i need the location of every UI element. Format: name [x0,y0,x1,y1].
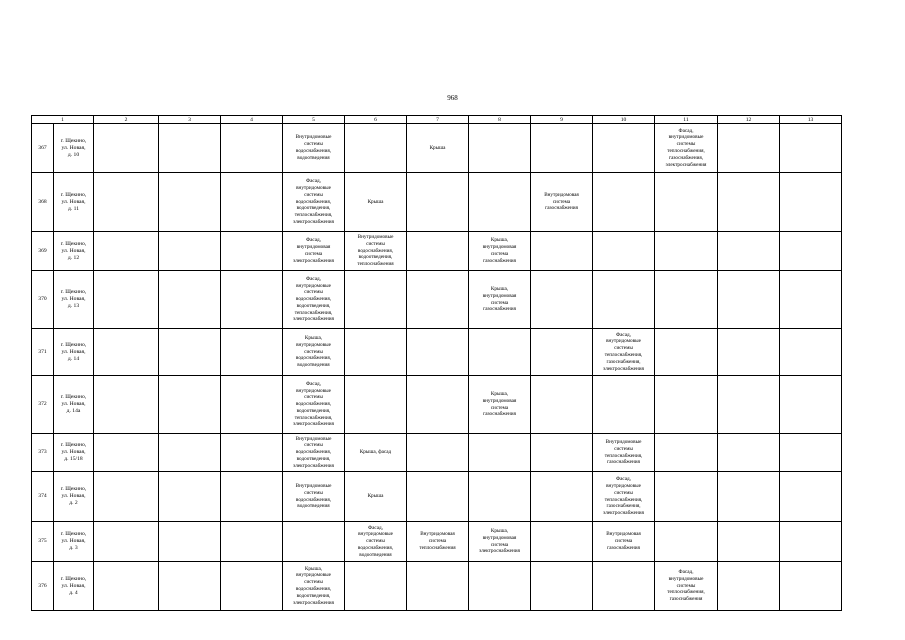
work-cell-col-4 [221,562,283,611]
work-description: Крыша [429,144,446,151]
address-text: г. Щекино, ул. Новая, д. 11 [60,191,87,212]
column-header-13: 13 [780,116,842,124]
table-row [32,173,842,232]
work-cell-col-8 [469,124,531,173]
work-cell-col-4 [221,232,283,271]
address-text: г. Щекино, ул. Новая, д. 2 [60,486,87,506]
work-cell-col-2 [94,562,159,611]
work-cell-col-9 [531,562,593,611]
address-text: г. Щекино, ул. Новая, д. 13 [60,289,87,309]
column-header-11: 11 [655,116,718,124]
address-text: г. Щекино, ул. Новая, д. 12 [60,240,87,261]
work-description: Крыша [367,493,384,500]
work-cell-col-7 [407,434,469,472]
address-cell [54,232,94,271]
row-number: 371 [32,329,54,376]
work-cell-col-7 [407,562,469,611]
work-cell-col-13 [780,271,842,329]
work-description: Внутридомовая система теплоснабжения [419,531,456,551]
work-description: Фасад, внутридомовые системы теплоснабжения, газоснабжения, электроснабжения [603,476,644,517]
row-number: 368 [32,173,54,232]
work-cell-col-3 [159,329,221,376]
work-cell-col-2 [94,124,159,173]
work-cell-col-5 [283,562,345,611]
work-cell-col-6 [345,173,407,232]
work-cell-col-9 [531,434,593,472]
address-text: г. Щекино, ул. Новая, д. 3 [60,531,87,551]
row-number: 369 [32,232,54,271]
work-cell-col-5 [283,124,345,173]
work-cell-col-9 [531,232,593,271]
column-header-10: 10 [593,116,655,124]
table-row [32,376,842,434]
row-number: 372 [32,376,54,434]
work-cell-col-12 [718,124,780,173]
row-number: 373 [32,434,54,472]
work-cell-col-2 [94,434,159,472]
row-number: 375 [32,522,54,562]
work-cell-col-3 [159,522,221,562]
work-cell-col-6 [345,472,407,522]
address-cell [54,472,94,522]
work-cell-col-2 [94,271,159,329]
work-cell-col-6 [345,522,407,562]
work-cell-col-7 [407,376,469,434]
work-cell-col-12 [718,562,780,611]
work-description: Внутридомовая система газоснабжения [544,191,579,212]
work-description: Фасад, внутридомовая система электроснабжения [293,237,334,264]
work-cell-col-7 [407,271,469,329]
work-cell-col-8 [469,232,531,271]
work-cell-col-7 [407,124,469,173]
work-cell-col-3 [159,173,221,232]
work-cell-col-13 [780,232,842,271]
work-cell-col-9 [531,124,593,173]
work-cell-col-8 [469,329,531,376]
work-cell-col-10 [593,434,655,472]
work-cell-col-6 [345,376,407,434]
work-cell-col-10 [593,124,655,173]
work-cell-col-10 [593,376,655,434]
table-row [32,124,842,173]
work-cell-col-12 [718,173,780,232]
table-row [32,562,842,611]
work-cell-col-4 [221,522,283,562]
work-cell-col-13 [780,173,842,232]
work-cell-col-11 [655,271,718,329]
work-cell-col-2 [94,472,159,522]
page-number: 968 [447,94,458,102]
work-cell-col-5 [283,522,345,562]
work-cell-col-9 [531,329,593,376]
work-cell-col-10 [593,232,655,271]
work-cell-col-3 [159,562,221,611]
work-cell-col-6 [345,329,407,376]
work-cell-col-12 [718,472,780,522]
work-cell-col-5 [283,271,345,329]
work-cell-col-2 [94,232,159,271]
work-cell-col-4 [221,329,283,376]
address-cell [54,124,94,173]
work-cell-col-8 [469,562,531,611]
column-header-4: 4 [221,116,283,124]
work-description: Крыша, внутридомовая система газоснабжения [482,390,517,418]
work-cell-col-2 [94,173,159,232]
work-cell-col-5 [283,232,345,271]
address-text: г. Щекино, ул. Новая, д. 15/18 [60,442,87,462]
work-cell-col-9 [531,472,593,522]
work-cell-col-5 [283,472,345,522]
work-cell-col-12 [718,376,780,434]
work-cell-col-8 [469,472,531,522]
work-cell-col-2 [94,329,159,376]
column-header-6: 6 [345,116,407,124]
work-cell-col-8 [469,271,531,329]
work-cell-col-4 [221,472,283,522]
row-number: 370 [32,271,54,329]
work-cell-col-3 [159,434,221,472]
work-cell-col-12 [718,434,780,472]
work-cell-col-3 [159,376,221,434]
work-cell-col-4 [221,173,283,232]
work-description: Внутридомовые системы водоснабжения, водоотведения [295,134,332,161]
column-header-1: 1 [32,116,94,124]
work-cell-col-11 [655,434,718,472]
work-cell-col-11 [655,562,718,611]
row-number: 367 [32,124,54,173]
work-description: Внутридомовые системы теплоснабжения, газоснабжения [604,438,643,466]
address-cell [54,562,94,611]
work-description: Крыша, внутридомовые системы водоснабжения, водоотведения [295,335,332,369]
work-description: Крыша, внутридомовая система газоснабжения [482,285,517,313]
address-cell [54,434,94,472]
work-cell-col-11 [655,472,718,522]
work-cell-col-7 [407,173,469,232]
work-cell-col-11 [655,124,718,173]
column-header-5: 5 [283,116,345,124]
work-description: Крыша, внутридомовые системы водоснабжения, водоотведения, электроснабжения [293,565,334,606]
address-text: г. Щекино, ул. Новая, д. 14 [60,341,87,362]
work-cell-col-10 [593,271,655,329]
work-description: Фасад, внутридомовые системы теплоснабжения, газоснабжения, электроснабжения [603,331,644,372]
column-header-7: 7 [407,116,469,124]
work-cell-col-10 [593,562,655,611]
table-row [32,232,842,271]
work-cell-col-10 [593,173,655,232]
work-cell-col-13 [780,124,842,173]
work-cell-col-7 [407,232,469,271]
work-cell-col-5 [283,173,345,232]
work-cell-col-13 [780,376,842,434]
work-cell-col-10 [593,472,655,522]
work-cell-col-6 [345,271,407,329]
work-description: Фасад, внутридомовые системы теплоснабжения, газоснабжения [667,569,705,603]
work-description: Внутридомовые системы водоснабжения, водоотведения [295,482,332,510]
work-cell-col-2 [94,522,159,562]
header-row [32,116,842,124]
work-description: Крыша, внутридомовая система электроснабжения [479,527,520,555]
work-cell-col-12 [718,271,780,329]
work-cell-col-9 [531,271,593,329]
address-cell [54,271,94,329]
address-cell [54,329,94,376]
column-header-8: 8 [469,116,531,124]
work-cell-col-11 [655,173,718,232]
work-cell-col-8 [469,376,531,434]
column-header-12: 12 [718,116,780,124]
work-description: Фасад, внутридомовые системы теплоснабжения, газоснабжения, электроснабжения [665,127,707,168]
work-cell-col-9 [531,376,593,434]
column-header-3: 3 [159,116,221,124]
work-cell-col-11 [655,232,718,271]
work-cell-col-9 [531,173,593,232]
work-cell-col-12 [718,329,780,376]
row-number: 376 [32,562,54,611]
column-header-2: 2 [94,116,159,124]
repair-schedule-table [31,115,842,611]
table-body [32,124,842,611]
work-cell-col-10 [593,522,655,562]
work-cell-col-8 [469,434,531,472]
address-cell [54,522,94,562]
work-cell-col-6 [345,124,407,173]
work-cell-col-8 [469,173,531,232]
table-row [32,271,842,329]
row-number: 374 [32,472,54,522]
work-cell-col-7 [407,329,469,376]
work-cell-col-6 [345,232,407,271]
address-cell [54,173,94,232]
work-description: Внутридомовая система газоснабжения [606,531,641,551]
work-description: Крыша, внутридомовая система газоснабжения [482,237,517,264]
table-row [32,434,842,472]
work-cell-col-4 [221,124,283,173]
work-cell-col-5 [283,329,345,376]
work-cell-col-13 [780,522,842,562]
work-description: Фасад, внутридомовые системы водоснабжения, водоотведения, теплоснабжения, электроснабжения [293,178,334,225]
table-row [32,522,842,562]
work-cell-col-7 [407,522,469,562]
work-cell-col-11 [655,522,718,562]
work-cell-col-13 [780,434,842,472]
work-description: Фасад, внутридомовые системы водоснабжения, водоотведения [357,524,394,558]
work-cell-col-11 [655,376,718,434]
table-row [32,472,842,522]
address-text: г. Щекино, ул. Новая, д. 10 [60,137,87,158]
work-cell-col-7 [407,472,469,522]
work-description: Внутридомовые системы водоснабжения, водоотведения, теплоснабжения [357,234,394,268]
work-cell-col-4 [221,376,283,434]
work-cell-col-6 [345,562,407,611]
work-cell-col-3 [159,124,221,173]
work-cell-col-11 [655,329,718,376]
work-cell-col-12 [718,522,780,562]
work-description: Фасад, внутридомовые системы водоснабжения, водоотведения, теплоснабжения, электроснабжения [293,380,334,428]
work-cell-col-3 [159,232,221,271]
address-text: г. Щекино, ул. Новая, д. 14а [60,394,87,414]
work-cell-col-10 [593,329,655,376]
table-row [32,329,842,376]
work-cell-col-2 [94,376,159,434]
work-cell-col-13 [780,472,842,522]
work-cell-col-4 [221,434,283,472]
work-cell-col-6 [345,434,407,472]
work-description: Крыша, фасад [359,449,392,456]
address-text: г. Щекино, ул. Новая, д. 4 [60,575,87,596]
work-description: Фасад, внутридомовые системы водоснабжения, водоотведения, теплоснабжения, электроснабжения [293,275,334,323]
work-cell-col-3 [159,271,221,329]
work-description: Внутридомовые системы водоснабжения, водоотведения, электроснабжения [293,435,334,469]
work-cell-col-5 [283,376,345,434]
work-cell-col-13 [780,329,842,376]
work-cell-col-3 [159,472,221,522]
work-cell-col-9 [531,522,593,562]
column-header-9: 9 [531,116,593,124]
work-cell-col-12 [718,232,780,271]
work-cell-col-5 [283,434,345,472]
address-cell [54,376,94,434]
work-cell-col-8 [469,522,531,562]
work-cell-col-4 [221,271,283,329]
work-cell-col-13 [780,562,842,611]
work-description: Крыша [367,198,384,205]
